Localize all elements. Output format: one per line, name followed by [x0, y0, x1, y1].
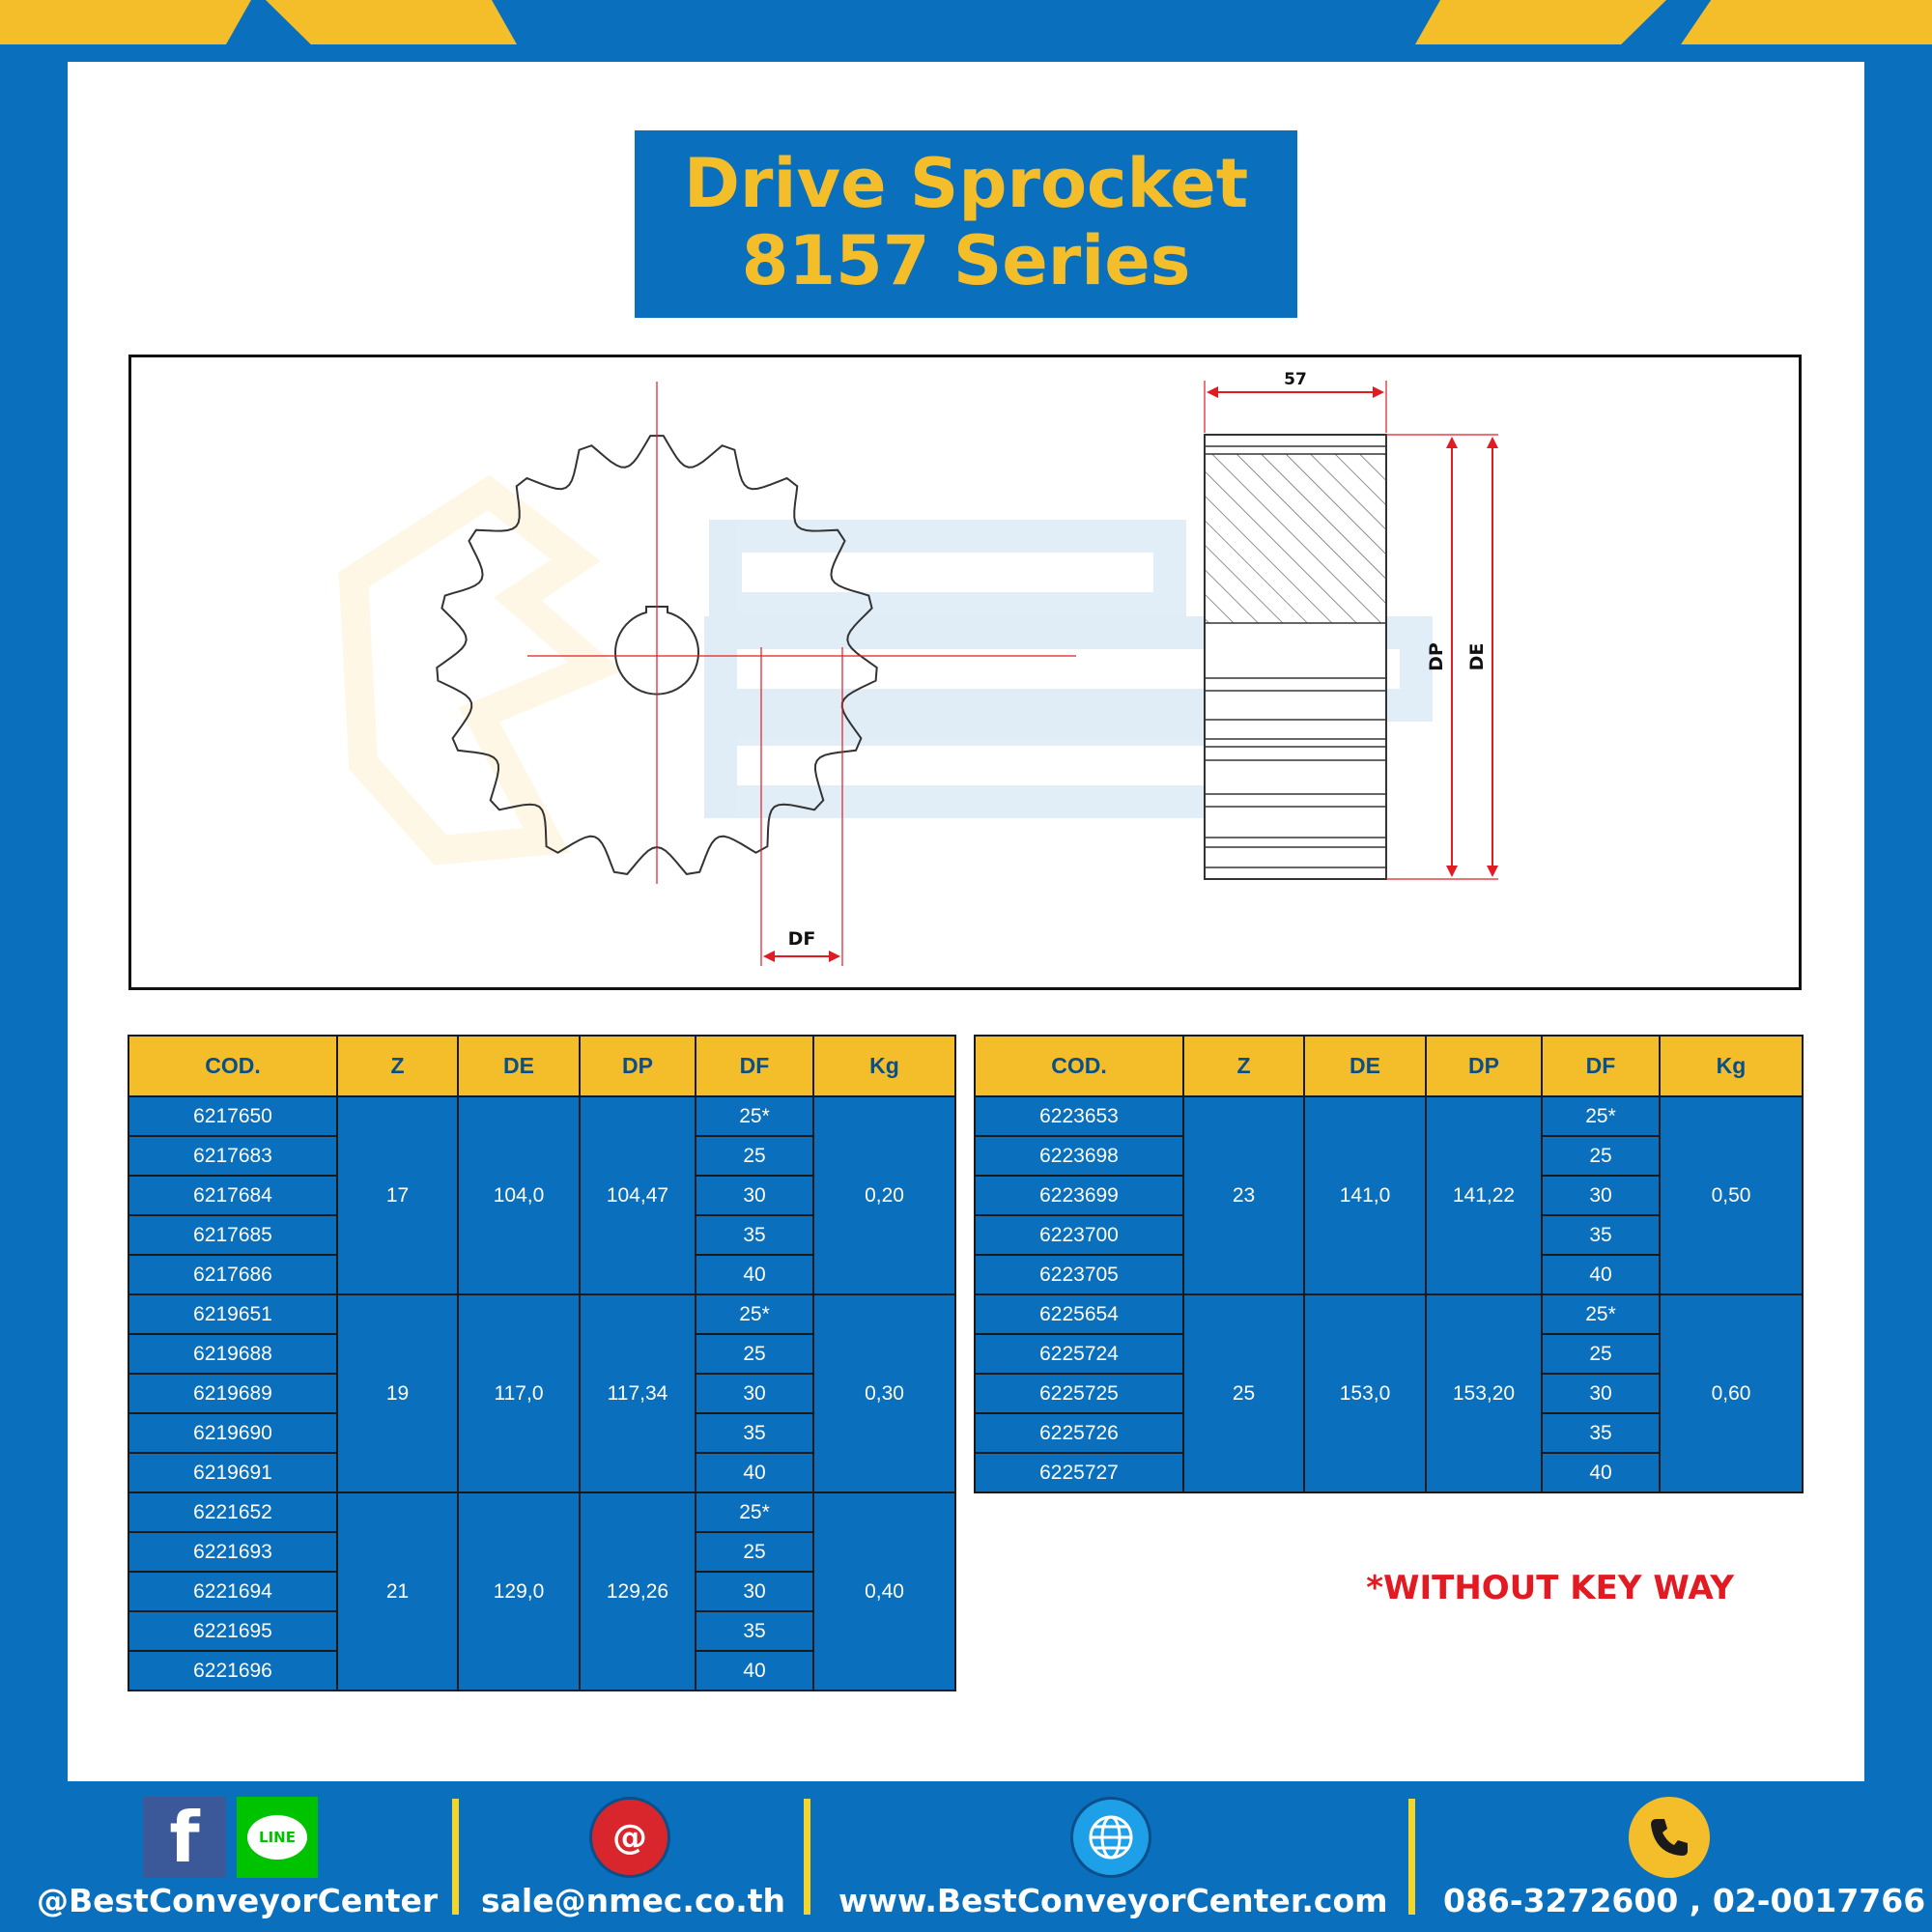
code-cell: 6221693 — [128, 1532, 337, 1572]
df-cell: 40 — [696, 1255, 813, 1294]
df-cell: 40 — [696, 1651, 813, 1690]
df-cell: 35 — [1542, 1215, 1660, 1255]
title-banner — [635, 130, 1297, 318]
de-arrow-top — [1487, 437, 1498, 448]
df-cell: 40 — [696, 1453, 813, 1492]
column-header: DF — [696, 1036, 813, 1096]
df-cell: 25* — [696, 1294, 813, 1334]
df-cell: 35 — [696, 1413, 813, 1453]
footer-divider-2 — [804, 1799, 810, 1915]
code-cell: 6223705 — [975, 1255, 1183, 1294]
code-cell: 6219691 — [128, 1453, 337, 1492]
kg-cell: 0,20 — [813, 1096, 955, 1294]
df-cell: 40 — [1542, 1453, 1660, 1492]
code-cell: 6225725 — [975, 1374, 1183, 1413]
df-cell: 30 — [696, 1374, 813, 1413]
table-row — [128, 1096, 955, 1136]
de-cell: 117,0 — [458, 1294, 580, 1492]
facebook-glyph: f — [169, 1797, 200, 1878]
code-cell: 6225654 — [975, 1294, 1183, 1334]
z-cell: 25 — [1183, 1294, 1304, 1492]
technical-drawing — [128, 355, 1802, 990]
code-cell: 6223653 — [975, 1096, 1183, 1136]
website-url[interactable]: www.BestConveyorCenter.com — [838, 1882, 1388, 1919]
code-cell: 6217685 — [128, 1215, 337, 1255]
df-cell: 30 — [1542, 1176, 1660, 1215]
dp-cell: 153,20 — [1426, 1294, 1542, 1492]
top-stripe-4 — [1681, 0, 1932, 44]
z-cell: 17 — [337, 1096, 458, 1294]
code-cell: 6217650 — [128, 1096, 337, 1136]
title-line-1: Drive Sprocket — [683, 144, 1249, 223]
column-header: DE — [458, 1036, 580, 1096]
code-cell: 6219690 — [128, 1413, 337, 1453]
code-cell: 6221695 — [128, 1611, 337, 1651]
phone-numbers[interactable]: 086-3272600 , 02-0017766 — [1443, 1882, 1926, 1919]
column-header: Kg — [1660, 1036, 1803, 1096]
code-cell: 6225724 — [975, 1334, 1183, 1374]
de-arrow-bottom — [1487, 866, 1498, 877]
globe-glyph — [1087, 1813, 1135, 1861]
code-cell: 6219651 — [128, 1294, 337, 1334]
z-cell: 19 — [337, 1294, 458, 1492]
top-stripe-2 — [266, 0, 517, 44]
kg-cell: 0,30 — [813, 1294, 955, 1492]
df-arrow-left — [763, 951, 775, 962]
dp-arrow-top — [1446, 437, 1458, 448]
de-cell: 104,0 — [458, 1096, 580, 1294]
column-header: DE — [1304, 1036, 1426, 1096]
width-arrow-left — [1207, 386, 1218, 398]
code-cell: 6221696 — [128, 1651, 337, 1690]
code-cell: 6221694 — [128, 1572, 337, 1611]
code-cell: 6219688 — [128, 1334, 337, 1374]
df-cell: 30 — [1542, 1374, 1660, 1413]
code-cell: 6217684 — [128, 1176, 337, 1215]
facebook-icon[interactable] — [143, 1797, 226, 1878]
phone-icon[interactable] — [1629, 1797, 1710, 1878]
column-header: COD. — [128, 1036, 337, 1096]
df-arrow-right — [829, 951, 840, 962]
email-glyph: @ — [612, 1817, 647, 1858]
df-cell: 25* — [1542, 1096, 1660, 1136]
dp-cell: 104,47 — [580, 1096, 696, 1294]
code-cell: 6223698 — [975, 1136, 1183, 1176]
table-row — [975, 1294, 1803, 1334]
table-row — [128, 1492, 955, 1532]
table-header-row — [128, 1036, 955, 1096]
column-header: DP — [1426, 1036, 1542, 1096]
df-cell: 25 — [696, 1532, 813, 1572]
df-cell: 25 — [696, 1334, 813, 1374]
dp-cell: 129,26 — [580, 1492, 696, 1690]
df-cell: 35 — [1542, 1413, 1660, 1453]
code-cell: 6217686 — [128, 1255, 337, 1294]
dp-cell: 141,22 — [1426, 1096, 1542, 1294]
code-cell: 6223700 — [975, 1215, 1183, 1255]
line-icon[interactable] — [237, 1797, 318, 1878]
df-cell: 40 — [1542, 1255, 1660, 1294]
code-cell: 6217683 — [128, 1136, 337, 1176]
spec-table-left — [128, 1035, 956, 1691]
code-cell: 6225727 — [975, 1453, 1183, 1492]
globe-icon[interactable] — [1070, 1797, 1151, 1878]
df-cell: 25 — [696, 1136, 813, 1176]
title-line-2: 8157 Series — [741, 221, 1191, 300]
email-icon[interactable] — [589, 1797, 670, 1878]
code-cell: 6221652 — [128, 1492, 337, 1532]
table-row — [128, 1294, 955, 1334]
column-header: Kg — [813, 1036, 955, 1096]
top-stripe-3 — [1415, 0, 1666, 44]
code-cell: 6223699 — [975, 1176, 1183, 1215]
top-stripe-1 — [0, 0, 251, 44]
table-header-row — [975, 1036, 1803, 1096]
width-label: 57 — [1284, 370, 1307, 389]
spec-table-right — [974, 1035, 1804, 1493]
footer-divider-1 — [452, 1799, 459, 1915]
de-cell: 141,0 — [1304, 1096, 1426, 1294]
column-header: Z — [337, 1036, 458, 1096]
column-header: DF — [1542, 1036, 1660, 1096]
column-header: COD. — [975, 1036, 1183, 1096]
kg-cell: 0,40 — [813, 1492, 955, 1690]
df-cell: 25* — [696, 1096, 813, 1136]
sprocket-side-view — [1205, 435, 1386, 879]
df-cell: 35 — [696, 1611, 813, 1651]
df-cell: 30 — [696, 1176, 813, 1215]
sprocket-drawing-svg — [131, 357, 1799, 987]
code-cell: 6225726 — [975, 1413, 1183, 1453]
de-cell: 129,0 — [458, 1492, 580, 1690]
line-glyph: LINE — [247, 1815, 307, 1860]
df-label: DF — [787, 928, 816, 950]
column-header: Z — [1183, 1036, 1304, 1096]
dp-label: DP — [1426, 642, 1447, 671]
content-panel — [68, 62, 1864, 1781]
df-cell: 25* — [1542, 1294, 1660, 1334]
de-label: DE — [1466, 642, 1488, 671]
z-cell: 21 — [337, 1492, 458, 1690]
z-cell: 23 — [1183, 1096, 1304, 1294]
dp-arrow-bottom — [1446, 866, 1458, 877]
df-cell: 25 — [1542, 1334, 1660, 1374]
dp-cell: 117,34 — [580, 1294, 696, 1492]
keyway-note: *WITHOUT KEY WAY — [1366, 1569, 1734, 1607]
footer-divider-3 — [1408, 1799, 1415, 1915]
df-cell: 35 — [696, 1215, 813, 1255]
kg-cell: 0,50 — [1660, 1096, 1803, 1294]
kg-cell: 0,60 — [1660, 1294, 1803, 1492]
width-arrow-right — [1373, 386, 1384, 398]
de-cell: 153,0 — [1304, 1294, 1426, 1492]
email-address[interactable]: sale@nmec.co.th — [481, 1882, 785, 1919]
df-cell: 30 — [696, 1572, 813, 1611]
code-cell: 6219689 — [128, 1374, 337, 1413]
df-cell: 25* — [696, 1492, 813, 1532]
table-row — [975, 1096, 1803, 1136]
phone-glyph — [1647, 1815, 1691, 1860]
social-handle[interactable]: @BestConveyorCenter — [37, 1882, 439, 1919]
df-cell: 25 — [1542, 1136, 1660, 1176]
column-header: DP — [580, 1036, 696, 1096]
